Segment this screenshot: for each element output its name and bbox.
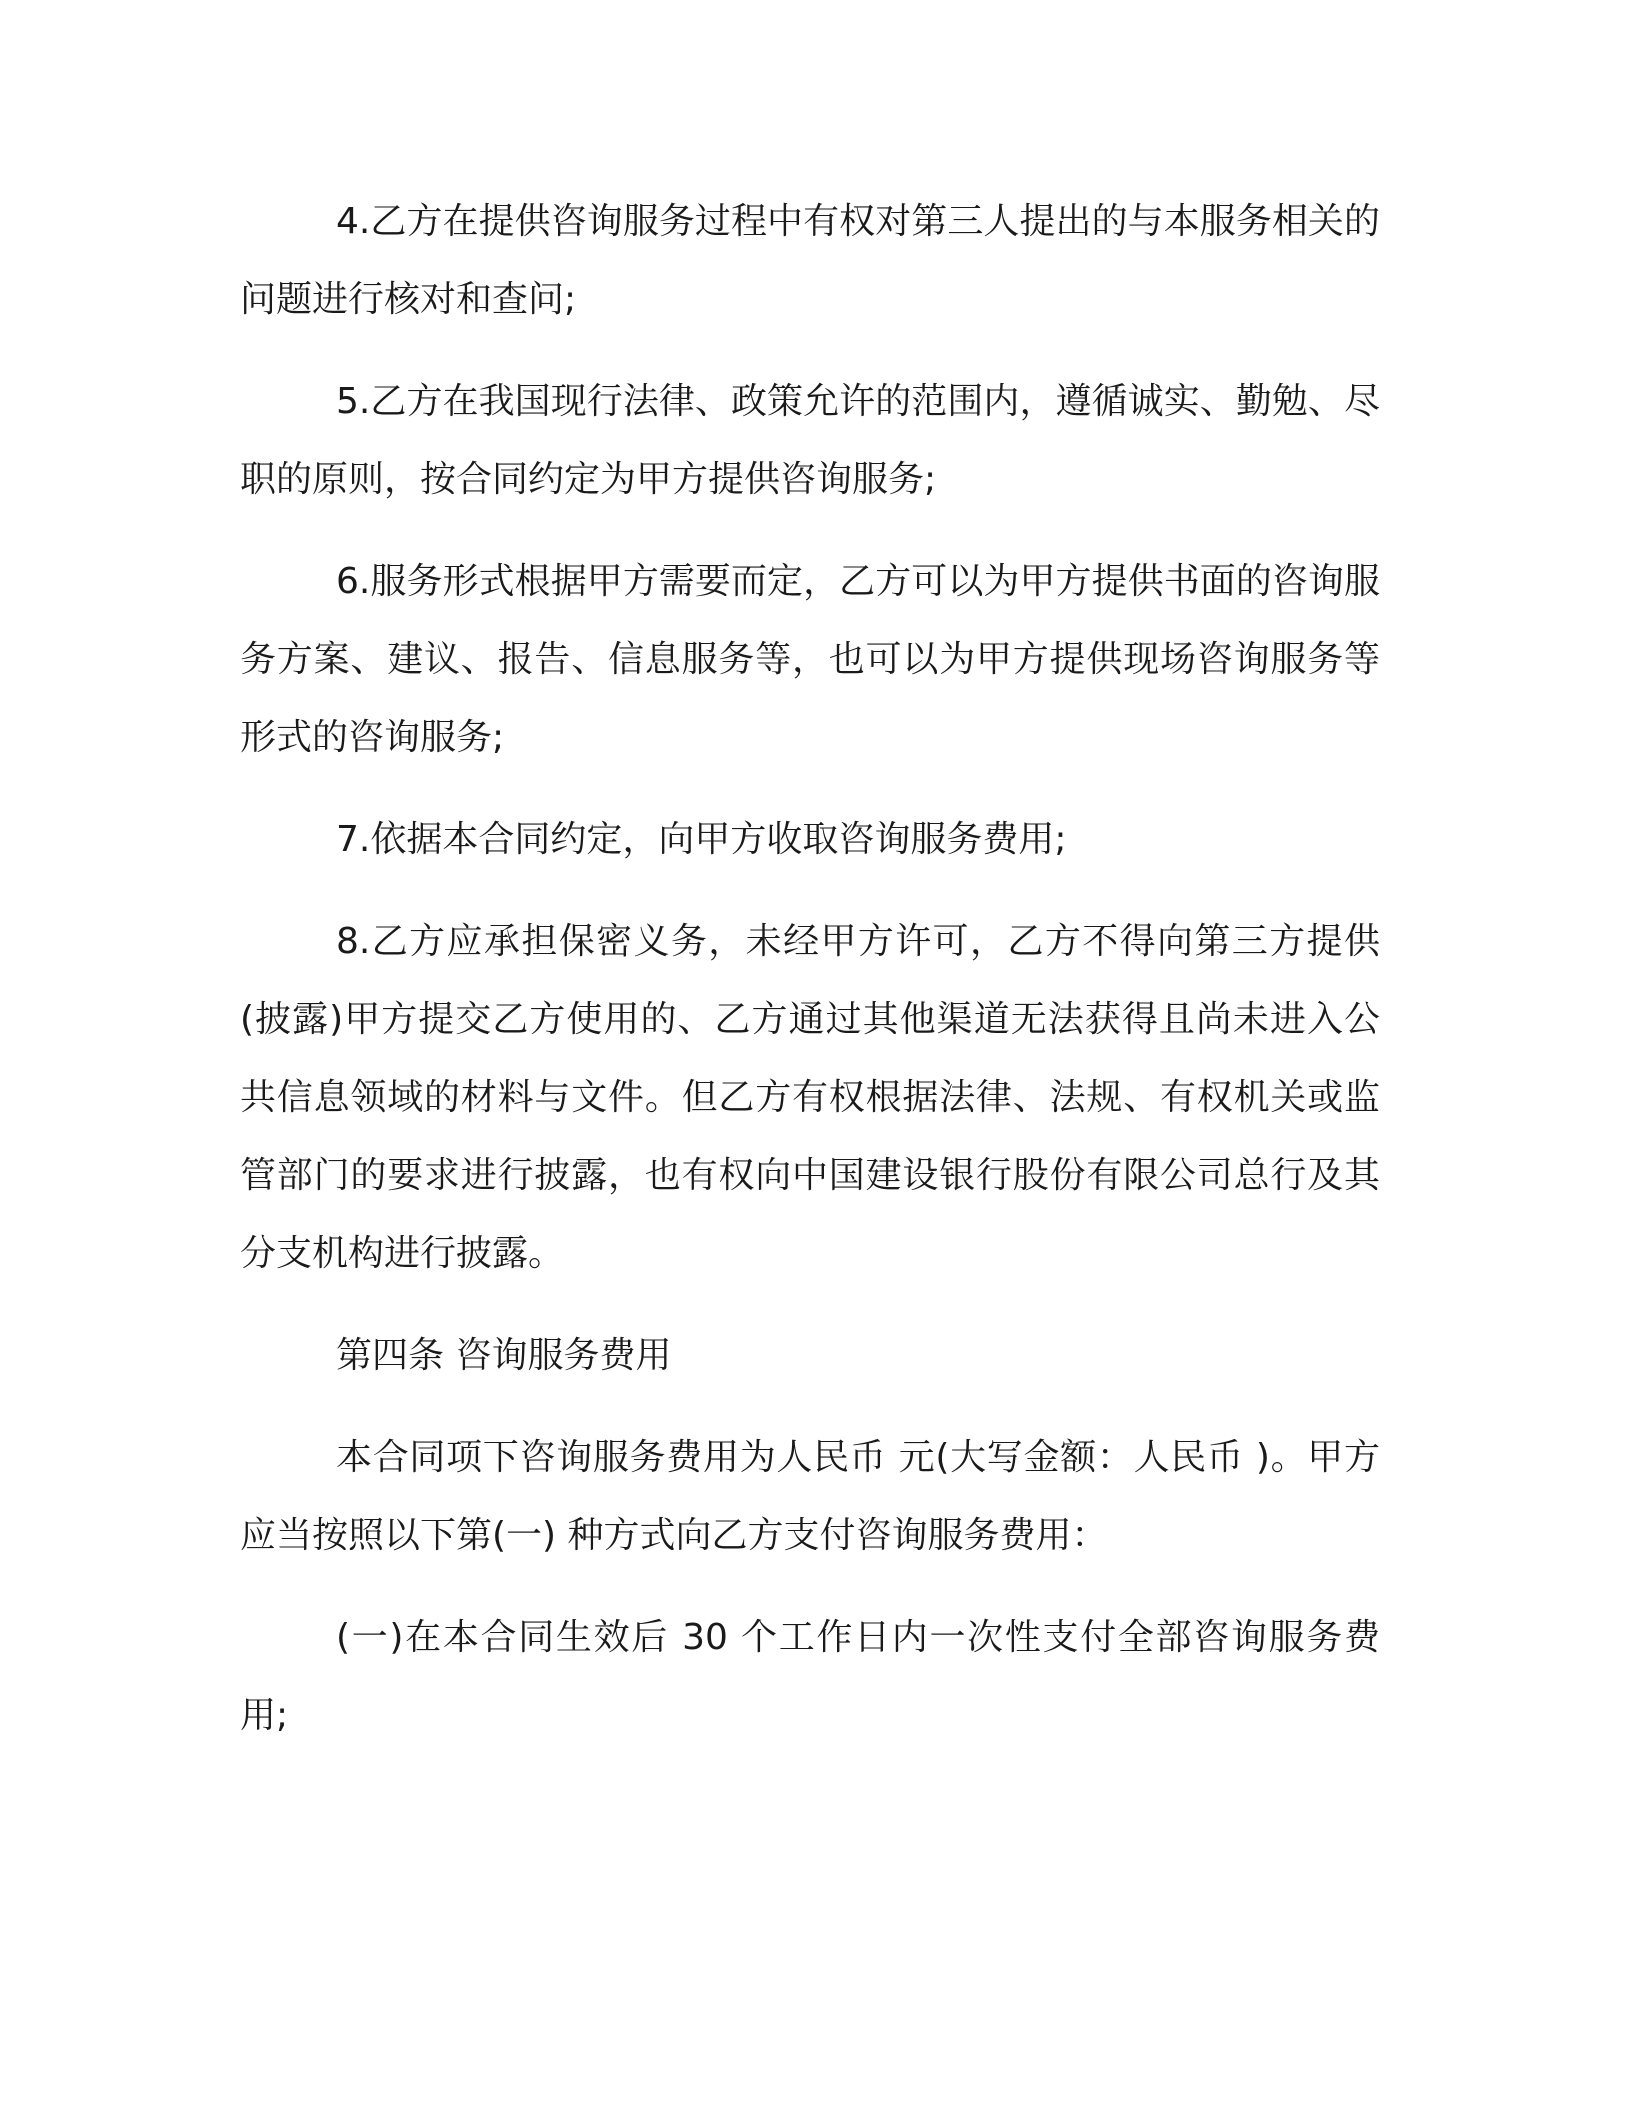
clause-4-paragraph: 4.乙方在提供咨询服务过程中有权对第三人提出的与本服务相关的问题进行核对和查问; (240, 201, 1380, 320)
article-4-heading: 第四条 咨询服务费用 (336, 1335, 672, 1376)
clause-5-paragraph: 5.乙方在我国现行法律、政策允许的范围内，遵循诚实、勤勉、尽职的原则，按合同约定为甲方提供咨询服务; (240, 381, 1380, 500)
clause-8-paragraph: 8.乙方应承担保密义务，未经甲方许可，乙方不得向第三方提供(披露)甲方提交乙方使用的、乙方通过其他渠道无法获得且尚未进入公共信息领域的材料与文件。但乙方有权根据法律、法规、有权机关或监管部门的要求进行披露，也有权向中国建设银行股份有限公司总行及其分支机构进行披露。 (240, 921, 1380, 1274)
clause-6-paragraph: 6.服务形式根据甲方需要而定，乙方可以为甲方提供书面的咨询服务方案、建议、报告、信息服务等，也可以为甲方提供现场咨询服务等形式的咨询服务; (240, 561, 1380, 758)
clause-7-paragraph: 7.依据本合同约定，向甲方收取咨询服务费用; (336, 819, 1067, 860)
payment-option-1-paragraph: (一)在本合同生效后 30 个工作日内一次性支付全部咨询服务费用; (240, 1617, 1380, 1736)
document-body (240, 183, 1380, 1779)
fee-paragraph: 本合同项下咨询服务费用为人民币 元(大写金额：人民币 )。甲方应当按照以下第(一) 种方式向乙方支付咨询服务费用： (240, 1437, 1380, 1556)
